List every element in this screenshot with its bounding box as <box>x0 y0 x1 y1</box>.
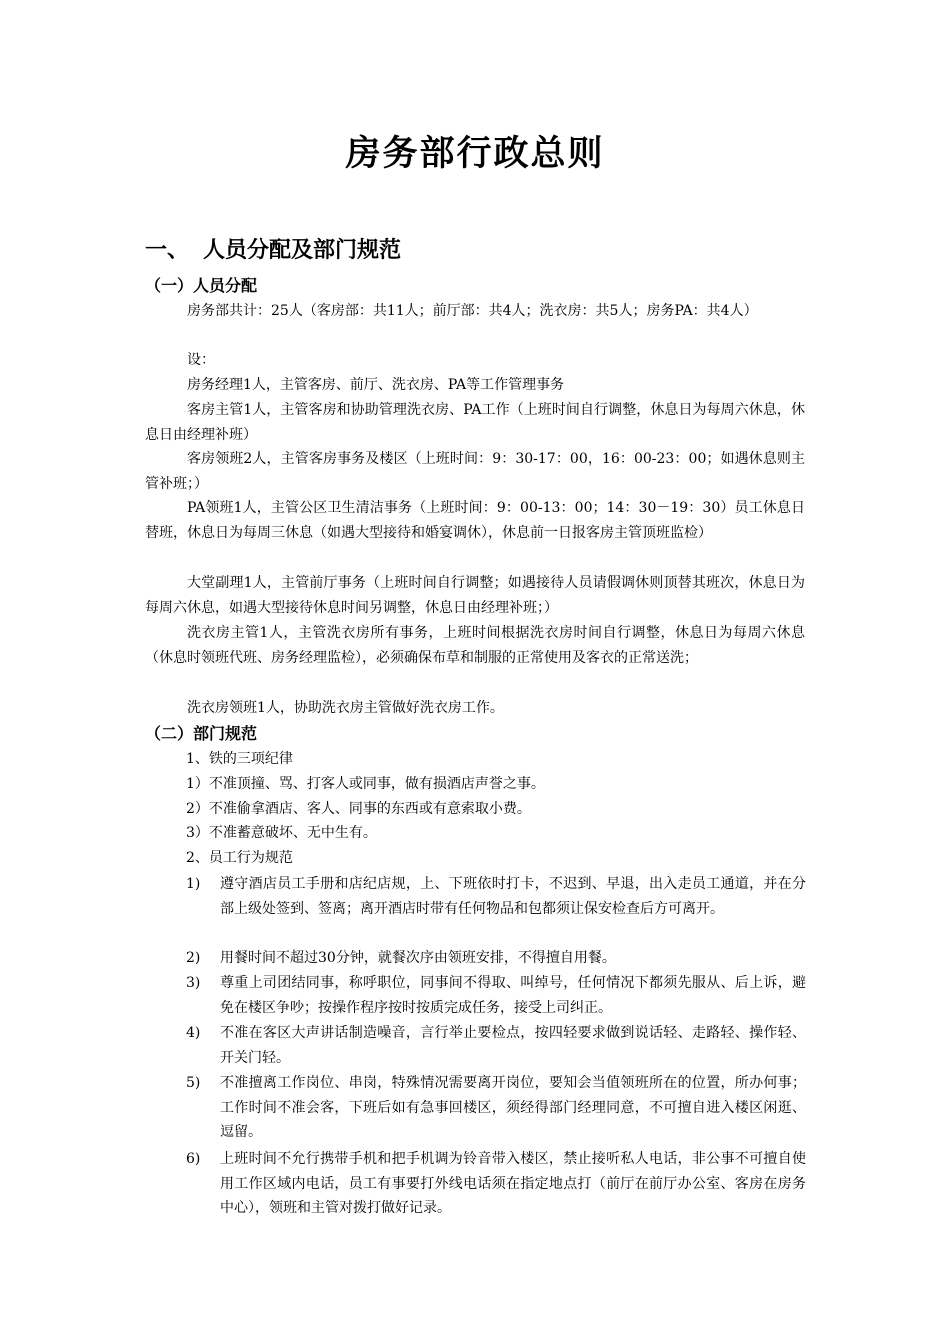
rule-text: 不准在客区大声讲话制造噪音，言行举止要检点，按四轻要求做到说话轻、走路轻、操作轻、开关门轻。 <box>220 1025 806 1066</box>
paragraph-pa-leader: PA领班1人，主管公区卫生清洁事务（上班时间：9：00-13：00；14：30－19：30）员工休息日替班，休息日为每周三休息（如遇大型接待和婚宴调休），休息前一日报客房主管顶班监检） <box>145 500 805 541</box>
document-title: 房务部行政总则 <box>345 134 605 174</box>
paragraph-total-staff: 房务部共计：25人（客房部：共11人；前厅部：共4人；洗衣房：共5人；房务PA：共4人） <box>187 303 758 319</box>
rule-text: 不准擅离工作岗位、串岗，特殊情况需要离开岗位，要知会当值领班所在的位置，所办何事；工作时间不准会客，下班后如有急事回楼区，须经得部门经理同意，不可擅自进入楼区闲逛、逗留。 <box>220 1075 806 1141</box>
rule-item <box>186 872 806 921</box>
rule-text: 上班时间不允行携带手机和把手机调为铃音带入楼区，禁止接听私人电话，非公事不可擅自使用工作区域内电话，员工有事要打外线电话须在指定地点打（前厅在前厅办公室、客房在房务中心），领班和主管对拨打做好记录。 <box>220 1151 806 1217</box>
rule-item <box>186 1071 806 1145</box>
subsection-heading-staffing: （一）人员分配 <box>145 276 258 295</box>
paragraph-laundry-leader: 洗衣房领班1人，协助洗衣房主管做好洗衣房工作。 <box>187 700 504 716</box>
list-item: 2、员工行为规范 <box>186 850 293 866</box>
section-heading-1 <box>145 236 401 266</box>
rule-item <box>186 971 806 1020</box>
rule-item <box>186 1021 806 1070</box>
paragraph-room-leader: 客房领班2人，主管客房事务及楼区（上班时间：9：30-17：00，16：00-23：00；如遇休息则主管补班；） <box>145 451 805 492</box>
rule-number: 2) <box>186 950 201 966</box>
rule-number: 1) <box>186 876 201 892</box>
rule-item <box>186 946 806 971</box>
rule-number: 5) <box>186 1075 201 1091</box>
rule-item <box>186 1147 806 1221</box>
paragraph-setup: 设： <box>187 352 215 368</box>
subsection-heading-rules: （二）部门规范 <box>145 724 258 743</box>
section-number: 一、 <box>145 238 190 263</box>
paragraph-laundry-supervisor: 洗衣房主管1人，主管洗衣房所有事务，上班时间根据洗衣房时间自行调整，休息日为每周六休息（休息时领班代班、房务经理监检），必须确保布草和制服的正常使用及客衣的正常送洗； <box>145 625 805 666</box>
rule-number: 3) <box>186 975 201 991</box>
list-item: 1、铁的三项纪律 <box>186 751 293 767</box>
rule-text: 尊重上司团结同事，称呼职位，同事间不得取、叫绰号，任何情况下都须先服从、后上诉，避免在楼区争吵；按操作程序按时按质完成任务，接受上司纠正。 <box>220 975 806 1016</box>
list-item: 2）不准偷拿酒店、客人、同事的东西或有意索取小费。 <box>186 801 531 817</box>
list-item: 3）不准蓄意破坏、无中生有。 <box>186 825 377 841</box>
paragraph-room-supervisor: 客房主管1人，主管客房和协助管理洗衣房、PA工作（上班时间自行调整，休息日为每周六休息，休息日由经理补班） <box>145 402 805 443</box>
paragraph-lobby-manager: 大堂副理1人，主管前厅事务（上班时间自行调整；如遇接待人员请假调休则顶替其班次，休息日为每周六休息，如遇大型接待休息时间另调整，休息日由经理补班；） <box>145 575 805 616</box>
list-item: 1）不准顶撞、骂、打客人或同事，做有损酒店声誉之事。 <box>186 776 545 792</box>
rule-number: 4) <box>186 1025 201 1041</box>
rule-number: 6) <box>186 1151 201 1167</box>
paragraph-manager: 房务经理1人，主管客房、前厅、洗衣房、PA等工作管理事务 <box>187 377 565 393</box>
rule-text: 遵守酒店员工手册和店纪店规，上、下班依时打卡，不迟到、早退，出入走员工通道，并在分部上级处签到、签离；离开酒店时带有任何物品和包都须让保安检查后方可离开。 <box>220 876 806 917</box>
rule-text: 用餐时间不超过30分钟，就餐次序由领班安排，不得擅自用餐。 <box>220 950 616 966</box>
section-title: 人员分配及部门规范 <box>203 238 402 263</box>
